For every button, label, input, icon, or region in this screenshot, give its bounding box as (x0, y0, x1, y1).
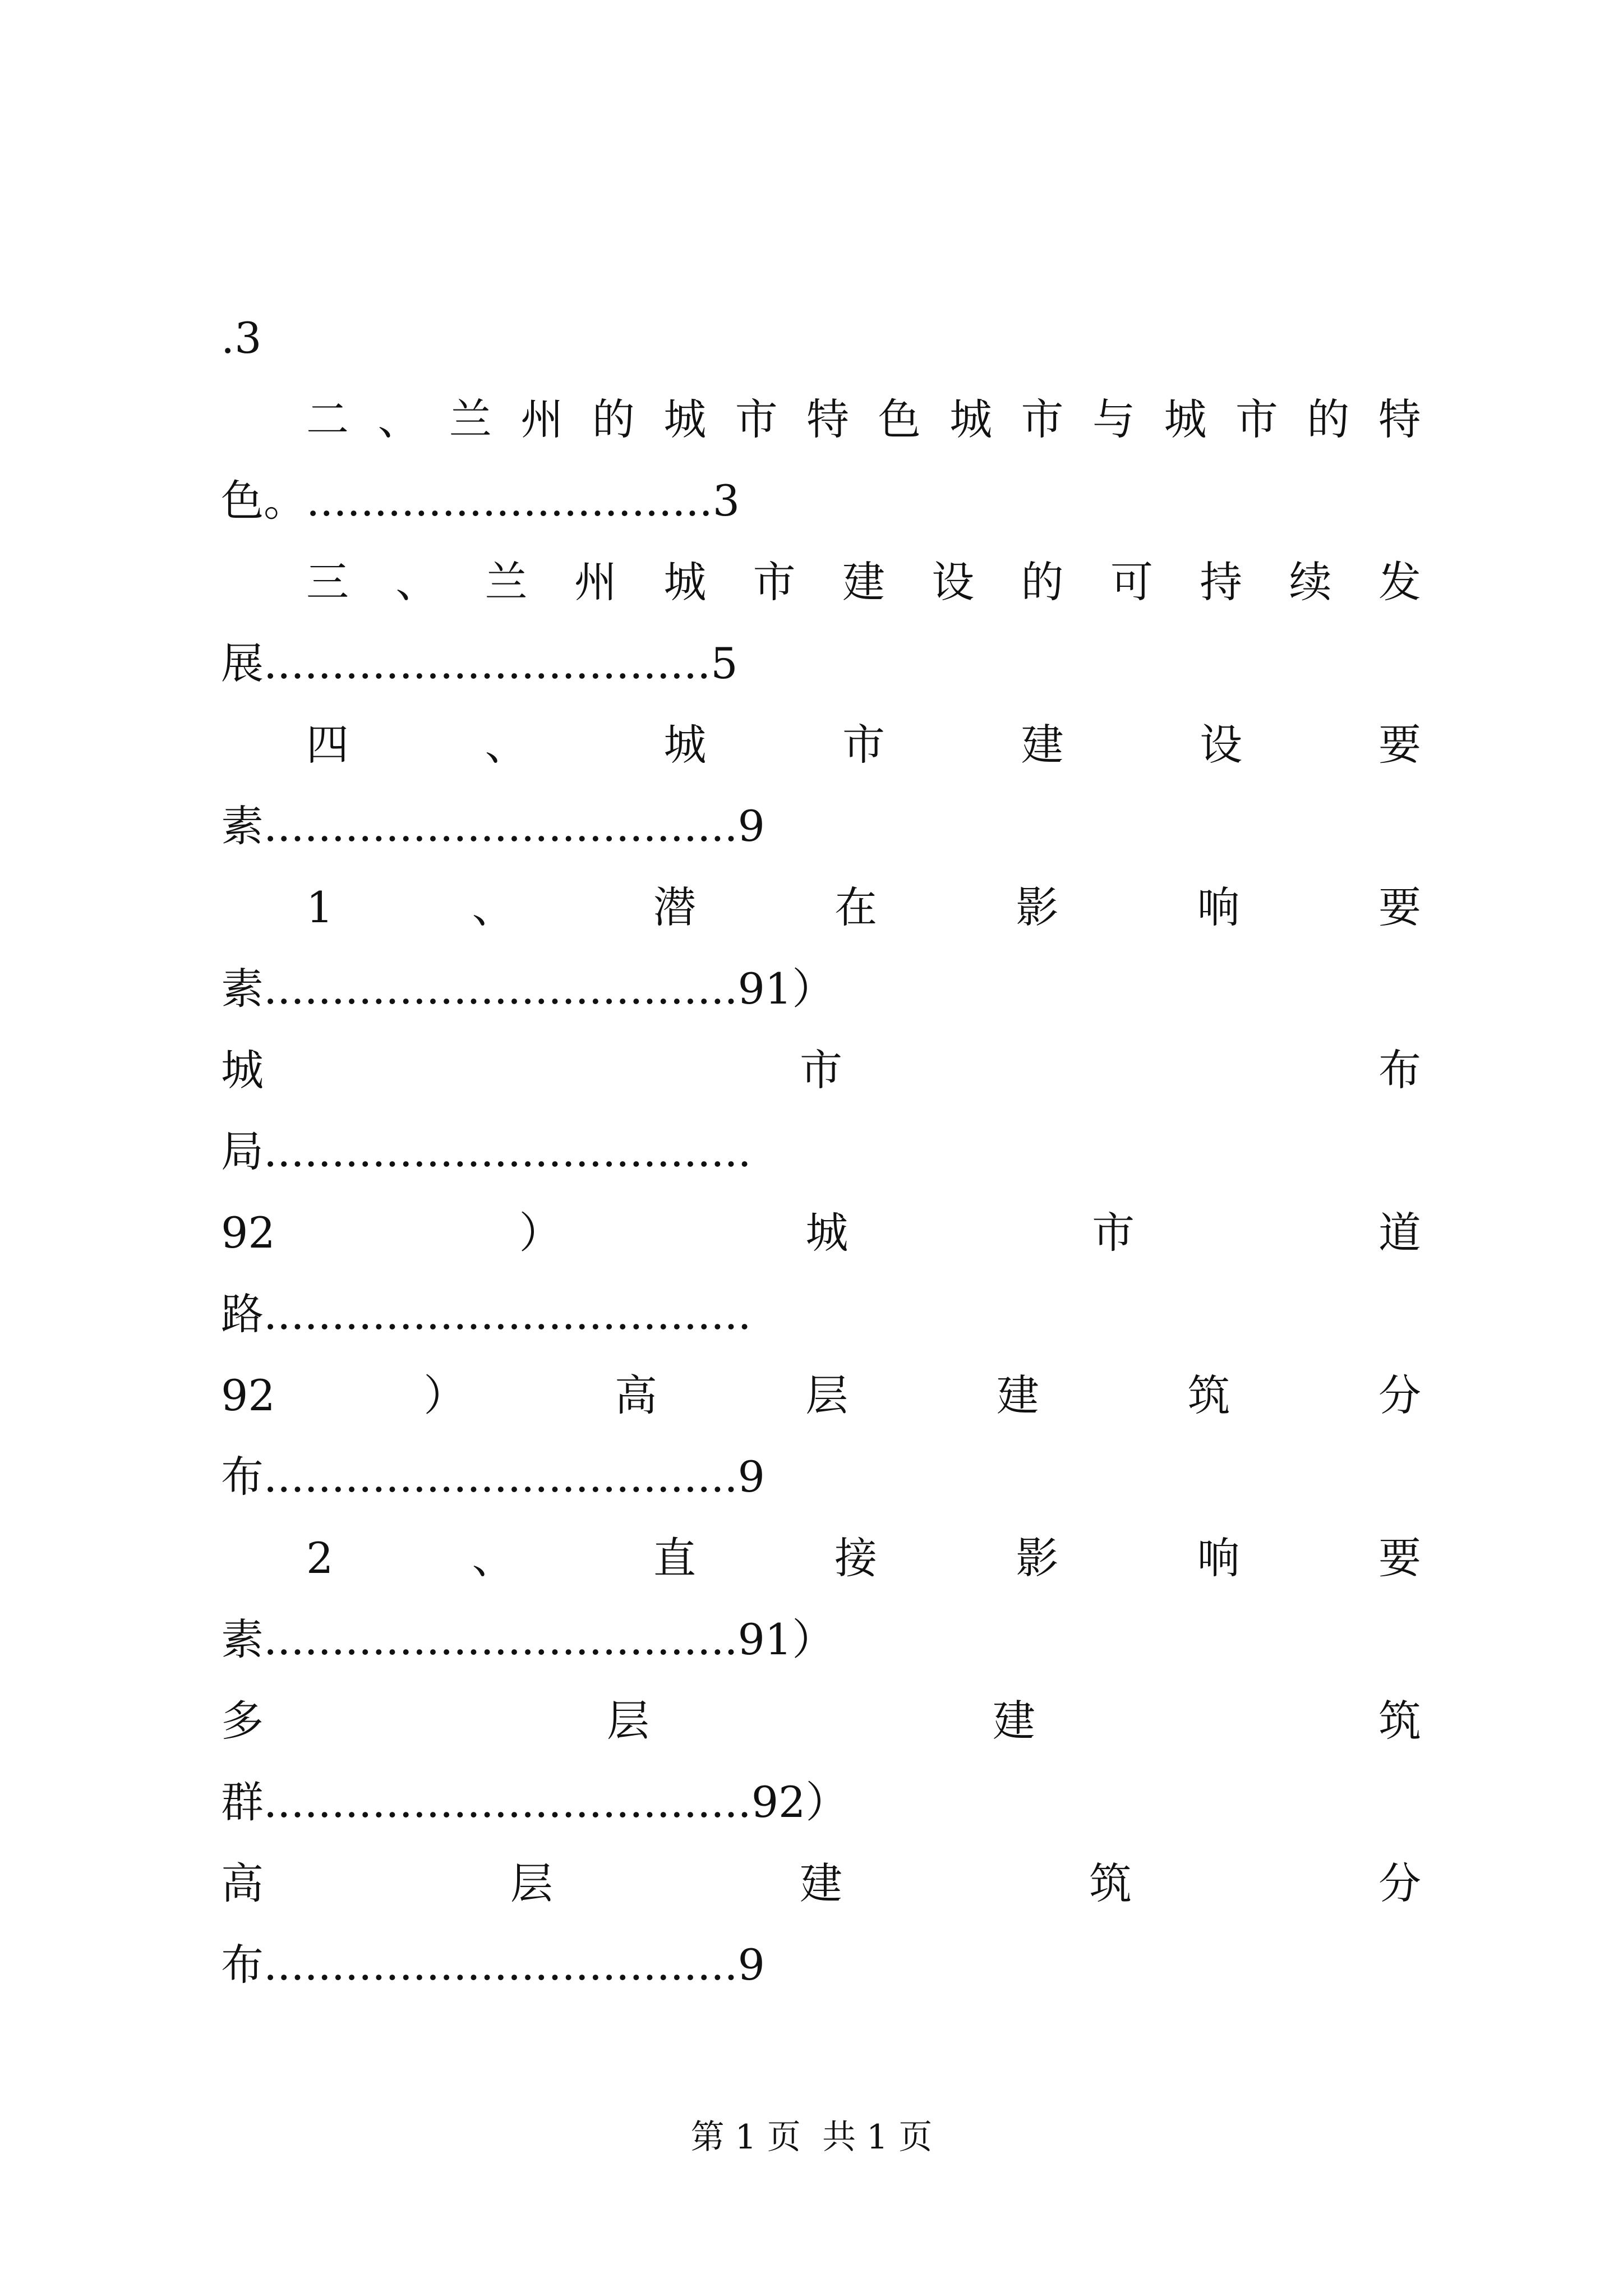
toc-token: 的 (1021, 557, 1064, 607)
toc-token: 兰 (485, 557, 528, 607)
toc-token: 的 (592, 394, 635, 444)
toc-token: 特 (806, 394, 850, 444)
toc-token: 响 (1197, 882, 1240, 932)
toc-heading-line (306, 877, 1421, 938)
toc-token: 州 (520, 394, 564, 444)
toc-line: .3 (221, 313, 262, 363)
toc-token: 、 (395, 557, 439, 607)
toc-token: ） (519, 1208, 562, 1258)
toc-token: 市 (1021, 394, 1064, 444)
toc-token: 二 (306, 394, 349, 444)
toc-leader-line: 色。..............................3 (221, 476, 740, 526)
toc-token: 层 (510, 1858, 553, 1908)
toc-token: 响 (1197, 1533, 1240, 1583)
toc-token: 建 (800, 1858, 842, 1908)
toc-token: 特 (1378, 394, 1421, 444)
toc-token: 高 (221, 1858, 264, 1908)
toc-token: 建 (996, 1370, 1039, 1420)
toc-heading-line (306, 1527, 1421, 1589)
toc-token: 城 (1164, 394, 1207, 444)
toc-token: 分 (1378, 1858, 1421, 1908)
toc-token: 市 (800, 1045, 842, 1095)
toc-token: 2 (306, 1533, 334, 1583)
toc-token: 92 (221, 1208, 275, 1258)
toc-token: 1 (306, 882, 334, 932)
toc-leader-line: 路.................................... (221, 1289, 751, 1339)
toc-heading-line (306, 389, 1421, 450)
toc-heading-line (306, 714, 1421, 776)
toc-heading-line (221, 1690, 1421, 1752)
toc-leader-line: 展.................................5 (221, 638, 738, 688)
toc-token: 续 (1289, 557, 1332, 607)
toc-token: 层 (607, 1696, 649, 1746)
toc-token: 筑 (1187, 1370, 1230, 1420)
toc-token: 兰 (449, 394, 492, 444)
toc-leader-line: 布...................................9 (221, 1452, 765, 1502)
toc-token: 城 (663, 557, 707, 607)
toc-heading-line (306, 551, 1421, 613)
toc-token: 影 (1016, 882, 1059, 932)
toc-token: 筑 (1089, 1858, 1132, 1908)
toc-token: 影 (1016, 1533, 1059, 1583)
toc-token: 在 (834, 882, 878, 932)
toc-token: 持 (1200, 557, 1243, 607)
toc-token: 建 (842, 557, 885, 607)
toc-token: 、 (377, 394, 421, 444)
toc-token: 的 (1307, 394, 1350, 444)
toc-token: 、 (485, 720, 528, 770)
toc-token: 筑 (1378, 1696, 1421, 1746)
toc-token: 三 (306, 557, 349, 607)
toc-token: 接 (834, 1533, 878, 1583)
toc-token: 要 (1378, 882, 1421, 932)
toc-leader-line: 素...................................91） (221, 964, 835, 1014)
toc-token: 、 (472, 882, 515, 932)
toc-token: 要 (1378, 720, 1421, 770)
toc-heading-line (221, 1365, 1421, 1427)
toc-token: 发 (1378, 557, 1421, 607)
toc-token: 四 (306, 720, 349, 770)
toc-token: 城 (663, 394, 707, 444)
toc-token: 建 (993, 1696, 1035, 1746)
toc-token: 市 (753, 557, 796, 607)
toc-heading-line (221, 1039, 1421, 1101)
toc-token: 高 (614, 1370, 657, 1420)
toc-token: 设 (1200, 720, 1243, 770)
toc-leader-line: 布...................................9 (221, 1940, 765, 1990)
toc-token: 与 (1092, 394, 1135, 444)
toc-token: 城 (805, 1208, 849, 1258)
toc-token: 色 (878, 394, 921, 444)
toc-heading-line (221, 1202, 1421, 1264)
toc-token: 城 (663, 720, 707, 770)
toc-token: 布 (1378, 1045, 1421, 1095)
toc-leader-line: 群....................................92） (221, 1777, 849, 1827)
toc-leader-line: 局.................................... (221, 1126, 751, 1176)
toc-leader-line: 素...................................91） (221, 1614, 835, 1664)
toc-token: 92 (221, 1370, 275, 1420)
toc-token: 市 (842, 720, 885, 770)
toc-token: 城 (949, 394, 993, 444)
toc-token: 潜 (653, 882, 696, 932)
toc-token: 城 (221, 1045, 264, 1095)
toc-token: 建 (1021, 720, 1064, 770)
toc-token: 多 (221, 1696, 264, 1746)
toc-token: 道 (1378, 1208, 1421, 1258)
page-footer: 第 1 页 共 1 页 (690, 2118, 933, 2157)
toc-token: 直 (653, 1533, 696, 1583)
toc-token: 市 (1235, 394, 1278, 444)
toc-token: 市 (1092, 1208, 1135, 1258)
toc-token: 、 (472, 1533, 515, 1583)
toc-token: 分 (1378, 1370, 1421, 1420)
toc-token: 州 (574, 557, 617, 607)
toc-heading-line (221, 1853, 1421, 1915)
toc-token: 设 (932, 557, 975, 607)
toc-token: 要 (1378, 1533, 1421, 1583)
toc-token: 可 (1110, 557, 1153, 607)
toc-token: ） (423, 1370, 467, 1420)
toc-leader-line: 素...................................9 (221, 801, 765, 851)
toc-token: 市 (735, 394, 778, 444)
toc-token: 层 (805, 1370, 849, 1420)
